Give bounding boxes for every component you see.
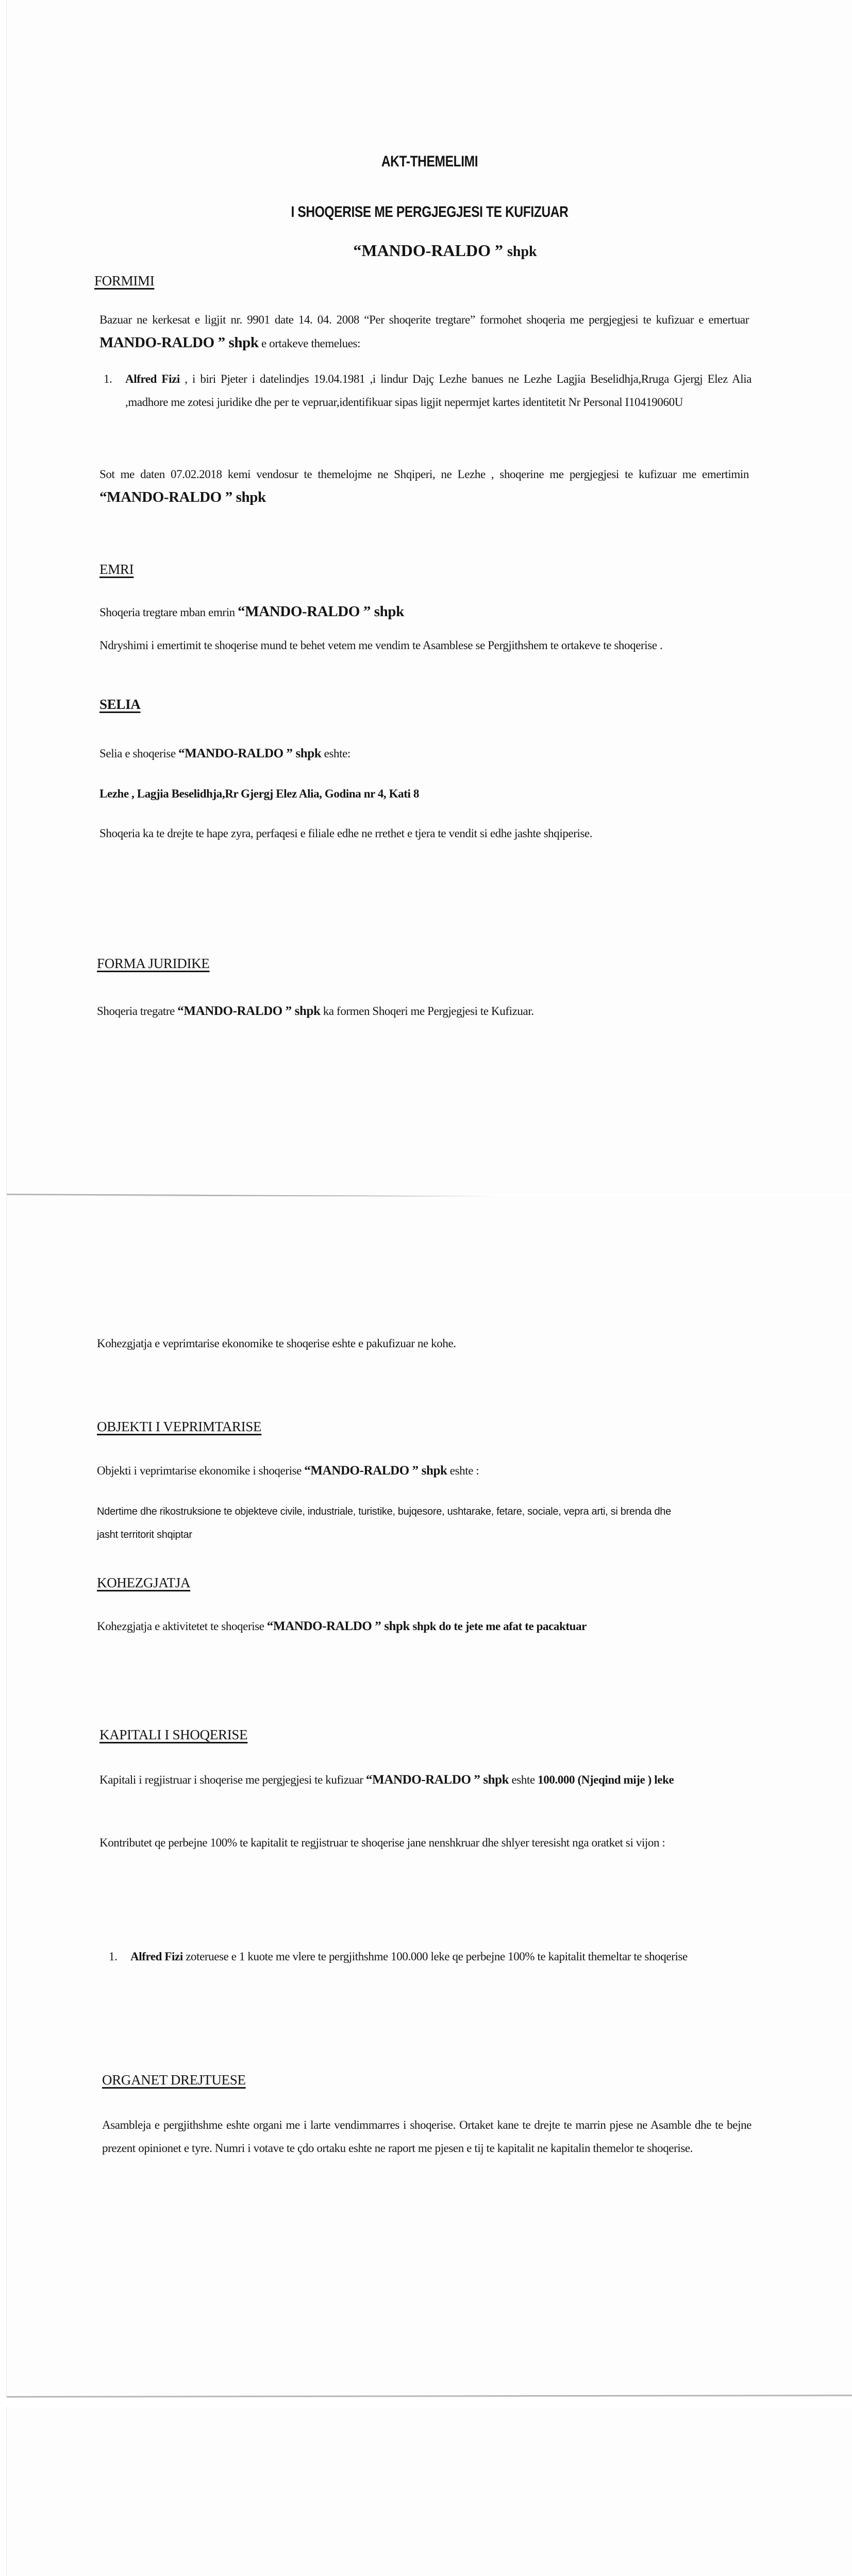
company-name-inline: “MANDO-RALDO ” shpk [304, 1464, 447, 1478]
shareholder-details: zoteruese e 1 kuote me vlere te pergjithshme 100.000 leke qe perbejne 100% te kapitalit themeltar te shoqerise [182, 1950, 688, 1963]
document-page-1 [6, 0, 852, 1194]
kapitali-line-1 [99, 1768, 749, 1791]
page-edge [7, 2395, 852, 2398]
company-name-inline: “MANDO-RALDO ” shpk [238, 603, 404, 620]
capital-amount: 100.000 (Njeqind mije ) leke [538, 1773, 674, 1786]
company-name-inline: MANDO-RALDO ” shpk [99, 334, 259, 351]
selia-line-1 [99, 742, 749, 765]
list-marker: 1. [109, 1950, 118, 1963]
section-heading-emri: EMRI [99, 562, 134, 577]
emri-line-1 [99, 600, 749, 624]
shareholder-list-item [109, 1945, 751, 1968]
selia-address: Lezhe , Lagjia Beselidhja,Rr Gjergj Elez Alia, Godina nr 4, Kati 8 [99, 787, 419, 800]
forma-juridike-text-start: Shoqeria tregatre [97, 1005, 178, 1018]
section-heading-organet: ORGANET DREJTUESE [102, 2072, 246, 2088]
document-page-2 [6, 1196, 852, 2397]
section-heading-formimi: FORMIMI [94, 273, 155, 289]
selia-line-1-tail: eshte: [321, 747, 350, 760]
emri-line-2: Ndryshimi i emertimit te shoqerise mund te behet vetem me vendim te Asamblese se Pergjithshem te ortakeve te shoqerise . [99, 639, 663, 652]
company-name-inline: “MANDO-RALDO ” shpk [178, 747, 322, 760]
formimi-intro-text: Bazuar ne kerkesat e ligjit nr. 9901 date 14. 04. 2008 “Per shoqerite tregtare” formohet shoqeria me pergjegjesi te kufizuar e emertuar [99, 313, 749, 326]
company-name-inline: “MANDO-RALDO ” shpk [366, 1773, 509, 1787]
company-name-inline: “MANDO-RALDO ” shpk [266, 1619, 410, 1633]
founder-details: , i biri Pjeter i datelindjes 19.04.1981 ,i lindur Dajç Lezhe banues ne Lezhe Lagjia Beselidhja,Rruga Gjergj Elez Alia ,madhore me zotesi juridike dhe per te vepruar,identifikuar sipas ligjit nepermjet kartes identitetit Nr Personal I10419060U [125, 372, 751, 409]
kohezgjatja-text-start: Kohezgjatja e aktivitetet te shoqerise [97, 1620, 267, 1633]
kapitali-contributions: Kontributet qe perbejne 100% te kapitalit te regjistruar te shoqerise jane nenshkruar dhe shlyer teresisht nga oratket si vijon : [99, 1836, 665, 1849]
company-name-inline: “MANDO-RALDO ” shpk [99, 489, 266, 505]
formimi-intro-tail: e ortakeve themelues: [258, 337, 361, 350]
kapitali-line-2-text: eshte [511, 1773, 538, 1786]
section-heading-forma-juridike: FORMA JURIDIKE [97, 956, 210, 971]
kohezgjatja-term: shpk do te jete me afat te pacaktuar [410, 1620, 587, 1633]
kohezgjatja-intro: Kohezgjatja e veprimtarise ekonomike te shoqerise eshte e pakufizuar ne kohe. [97, 1337, 456, 1350]
formimi-decision [99, 463, 749, 510]
company-suffix: shpk [507, 244, 537, 260]
document-subtitle: I SHOQERISE ME PERGJEGJESI TE KUFIZUAR [291, 204, 569, 221]
section-heading-objekti: OBJEKTI I VEPRIMTARISE [97, 1419, 262, 1434]
selia-line-1-text: Selia e shoqerise [99, 747, 179, 760]
founder-name: Alfred Fizi [125, 372, 180, 385]
organet-text: Asambleja e pergjithshme eshte organi me i larte vendimmarres i shoqerise. Ortaket kane te drejte te marrin pjese ne Asamble dhe te bejne prezent opinionet e tyre. Numri i votave te çdo ortaku eshte ne raport me pjesen e tij te kapitalit ne kapitalin themelor te shoqerise. [102, 2119, 751, 2155]
emri-line-1-text: Shoqeria tregtare mban emrin [99, 606, 238, 619]
list-marker: 1. [104, 372, 112, 385]
forma-juridike-text [97, 999, 690, 1023]
section-heading-selia: SELIA [99, 697, 141, 712]
objekti-activities: Ndertime dhe rikostruksione te objekteve civile, industriale, turistike, bujqesore, ushtarake, fetare, sociale, vepra arti, si brenda dhe jasht territorit shqiptar [97, 1506, 671, 1540]
document-page-3 [6, 2407, 852, 2576]
document-title: AKT-THEMELIMI [381, 153, 478, 170]
selia-line-3: Shoqeria ka te drejte te hape zyra, perfaqesi e filiale edhe ne rrethet e tjera te vendit si edhe jashte shqiperise. [99, 827, 593, 840]
forma-juridike-text-tail: ka formen Shoqeri me Pergjegjesi te Kufizuar. [320, 1005, 534, 1018]
shareholder-name: Alfred Fizi [130, 1950, 183, 1963]
company-name-header [38, 241, 852, 260]
kohezgjatja-text [97, 1615, 731, 1638]
founder-list-item [104, 367, 751, 414]
objekti-line-1 [97, 1459, 746, 1482]
section-heading-kohezgjatja: KOHEZGJATJA [97, 1575, 191, 1590]
section-heading-kapitali: KAPITALI I SHOQERISE [99, 1727, 248, 1742]
objekti-line-1-tail: eshte : [447, 1464, 479, 1477]
company-name: “MANDO-RALDO ” [353, 241, 503, 260]
objekti-line-1-text: Objekti i veprimtarise ekonomike i shoqerise [97, 1464, 305, 1477]
formimi-decision-text: Sot me daten 07.02.2018 kemi vendosur te themelojme ne Shqiperi, ne Lezhe , shoqerine me pergjegjesi te kufizuar me emertimin [99, 468, 749, 481]
company-name-inline: “MANDO-RALDO ” shpk [177, 1004, 321, 1018]
formimi-intro [99, 308, 749, 355]
kapitali-line-1-text: Kapitali i regjistruar i shoqerise me pergjegjesi te kufizuar [99, 1773, 366, 1786]
